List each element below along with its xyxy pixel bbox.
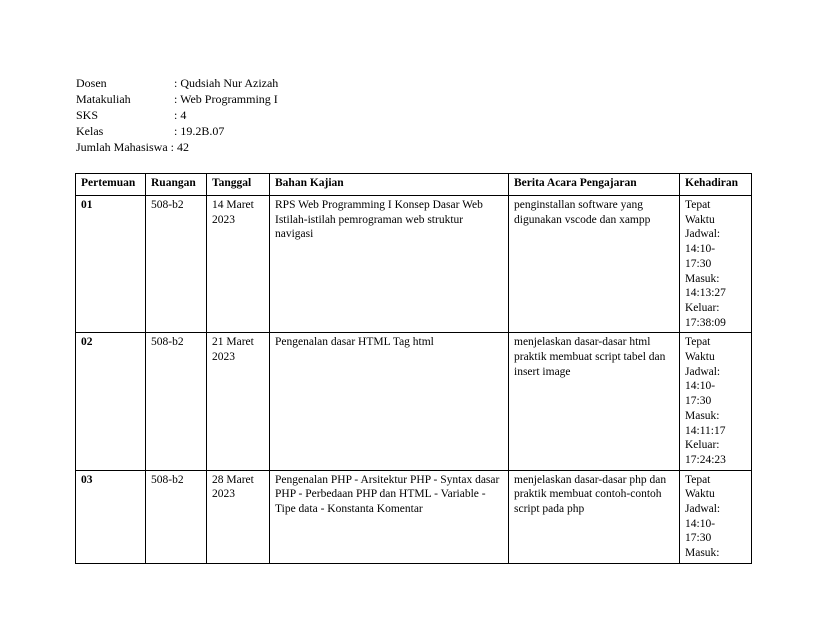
sks-value: : 4 [174,108,187,122]
header-pertemuan: Pertemuan [76,174,146,196]
ruangan-cell: 508-b2 [146,333,207,470]
dosen-label: Dosen [76,76,107,90]
kelas-value: : 19.2B.07 [174,124,225,138]
kehadiran-line: 17:24:23 [685,453,726,466]
course-info [76,75,278,155]
kehadiran-line: Masuk: [685,272,720,285]
bahan-kajian-cell: RPS Web Programming I Konsep Dasar Web Istilah-istilah pemrograman web struktur navigasi [270,196,509,333]
info-row-sks [76,107,278,123]
kehadiran-line: Keluar: [685,439,720,452]
kehadiran-cell [680,196,752,333]
ruangan-cell: 508-b2 [146,470,207,563]
kehadiran-line: Jadwal: [685,503,721,516]
info-row-matakuliah [76,91,278,107]
kehadiran-line: 14:10- [685,380,716,393]
kehadiran-line: 17:30 [685,257,712,270]
jumlah-value: : 42 [170,140,189,154]
table-header-row [76,174,752,196]
kehadiran-line: 14:10- [685,517,716,530]
dosen-value: : Qudsiah Nur Azizah [174,76,279,90]
berita-acara-cell: menjelaskan dasar-dasar html praktik membuat script tabel dan insert image [509,333,680,470]
header-kehadiran: Kehadiran [680,174,752,196]
berita-acara-cell: menjelaskan dasar-dasar php dan praktik membuat contoh-contoh script pada php [509,470,680,563]
header-berita-acara: Berita Acara Pengajaran [509,174,680,196]
info-row-dosen [76,75,278,91]
kehadiran-line: Tepat [685,473,711,486]
bahan-kajian-cell: Pengenalan dasar HTML Tag html [270,333,509,470]
kehadiran-line: 17:30 [685,395,712,408]
pertemuan-cell: 02 [76,333,146,470]
tanggal-cell: 14 Maret 2023 [207,196,270,333]
info-row-jumlah [76,139,278,155]
kehadiran-line: Tepat [685,336,711,349]
kehadiran-line: Masuk: [685,547,720,560]
kehadiran-line: 17:30 [685,532,712,545]
kelas-label: Kelas [76,124,104,138]
kehadiran-line: Masuk: [685,409,720,422]
header-ruangan: Ruangan [146,174,207,196]
table-row [76,196,752,333]
ruangan-cell: 508-b2 [146,196,207,333]
header-tanggal: Tanggal [207,174,270,196]
kehadiran-line: Waktu [685,351,715,364]
table-row [76,470,752,563]
kehadiran-line: 14:11:17 [685,424,726,437]
kehadiran-line: Keluar: [685,301,720,314]
berita-acara-cell: penginstallan software yang digunakan vscode dan xampp [509,196,680,333]
kehadiran-line: Jadwal: [685,228,721,241]
header-bahan-kajian: Bahan Kajian [270,174,509,196]
matakuliah-value: : Web Programming I [174,92,278,106]
kehadiran-line: 14:13:27 [685,287,726,300]
kehadiran-cell [680,470,752,563]
bahan-kajian-cell: Pengenalan PHP - Arsitektur PHP - Syntax dasar PHP - Perbedaan PHP dan HTML - Variable - Tipe data - Konstanta Komentar [270,470,509,563]
tanggal-cell: 28 Maret 2023 [207,470,270,563]
info-row-kelas [76,123,278,139]
kehadiran-cell [680,333,752,470]
meeting-table [75,173,752,564]
pertemuan-cell: 03 [76,470,146,563]
sks-label: SKS [76,108,99,122]
pertemuan-cell: 01 [76,196,146,333]
kehadiran-line: Tepat [685,199,711,211]
jumlah-label: Jumlah Mahasiswa [76,140,168,154]
kehadiran-line: 14:10- [685,243,716,256]
kehadiran-line: Jadwal: [685,365,721,378]
kehadiran-line: Waktu [685,488,715,501]
tanggal-cell: 21 Maret 2023 [207,333,270,470]
kehadiran-line: Waktu [685,213,715,226]
matakuliah-label: Matakuliah [76,92,131,106]
kehadiran-line: 17:38:09 [685,316,726,329]
table-row [76,333,752,470]
